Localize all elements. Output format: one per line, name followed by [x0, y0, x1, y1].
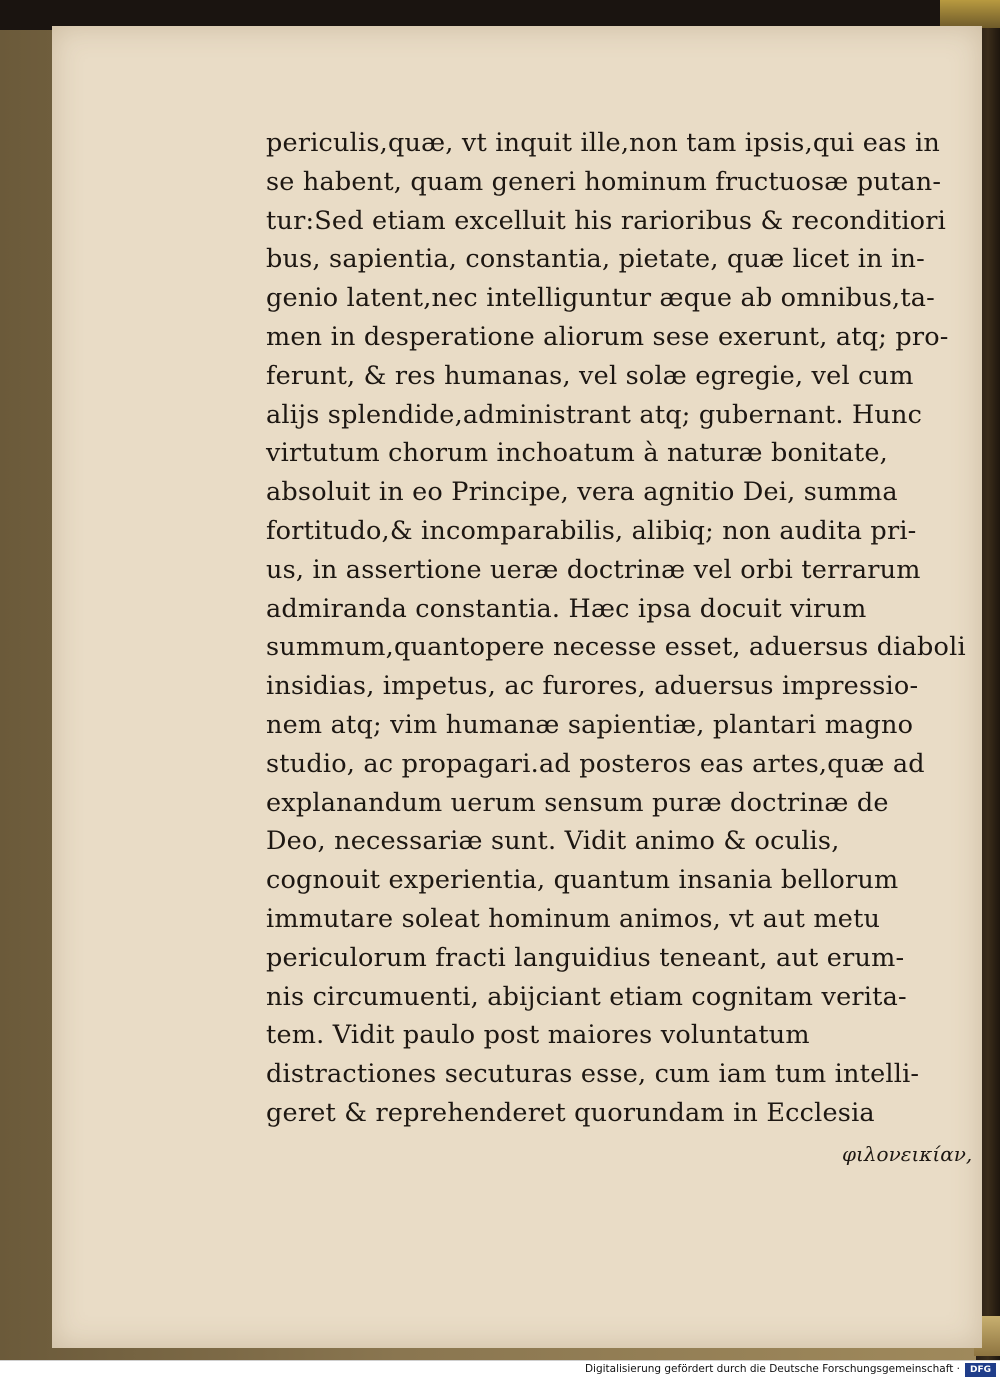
text-line: nis circumuenti, abijciant etiam cognitam verita- — [266, 981, 907, 1012]
book-page — [52, 26, 982, 1348]
text-line: alijs splendide,administrant atq; gubernant. Hunc — [266, 399, 923, 430]
text-line: explanandum uerum sensum puræ doctrinæ de — [266, 787, 889, 818]
text-line: studio, ac propagari.ad posteros eas artes,quæ ad — [266, 748, 925, 779]
text-line: periculis,quæ, vt inquit ille,non tam ipsis,qui eas in — [266, 128, 940, 158]
text-line: Deo, necessariæ sunt. Vidit animo & oculis, — [266, 826, 840, 857]
text-line: tur:Sed etiam excelluit his rarioribus & reconditiori — [266, 205, 946, 236]
text-line: immutare soleat hominum animos, vt aut metu — [266, 903, 881, 934]
text-line: insidias, impetus, ac furores, aduersus impressio- — [266, 671, 919, 702]
catchword: φιλονεικίαν, — [842, 1142, 973, 1166]
text-line: periculorum fracti languidius teneant, aut erum- — [266, 942, 905, 973]
footer-credit: Digitalisierung gefördert durch die Deutsche Forschungsgemeinschaft · — [584, 1363, 960, 1375]
footer-bar — [0, 1360, 1000, 1379]
text-line: virtutum chorum inchoatum à naturæ bonitate, — [266, 438, 888, 469]
text-line: us, in assertione ueræ doctrinæ vel orbi terrarum — [266, 554, 921, 585]
page-text — [266, 124, 982, 1133]
text-line: summum,quantopere necesse esset, aduersus diaboli — [266, 632, 966, 663]
text-line: ferunt, & res humanas, vel solæ egregie, vel cum — [266, 360, 914, 391]
text-line: cognouit experientia, quantum insania bellorum — [266, 865, 899, 896]
text-line: absoluit in eo Principe, vera agnitio Dei, summa — [266, 477, 898, 508]
text-line: men in desperatione aliorum sese exerunt, atq; pro- — [266, 321, 949, 352]
text-line: fortitudo,& incomparabilis, alibiq; non audita pri- — [266, 515, 917, 546]
text-line: bus, sapientia, constantia, pietate, quæ licet in in- — [266, 244, 925, 275]
text-line: geret & reprehenderet quorundam in Ecclesia — [266, 1097, 875, 1128]
dfg-logo: DFG — [965, 1363, 996, 1377]
book-edge-tab-top — [940, 0, 1000, 28]
text-line: se habent, quam generi hominum fructuosæ putan- — [266, 166, 942, 197]
text-line: admiranda constantia. Hæc ipsa docuit virum — [266, 593, 867, 624]
text-line: tem. Vidit paulo post maiores voluntatum — [266, 1020, 810, 1051]
text-line: nem atq; vim humanæ sapientiæ, plantari magno — [266, 709, 914, 740]
text-line: distractiones secuturas esse, cum iam tum intelli- — [266, 1059, 920, 1090]
text-line: genio latent,nec intelliguntur æque ab omnibus,ta- — [266, 283, 936, 314]
